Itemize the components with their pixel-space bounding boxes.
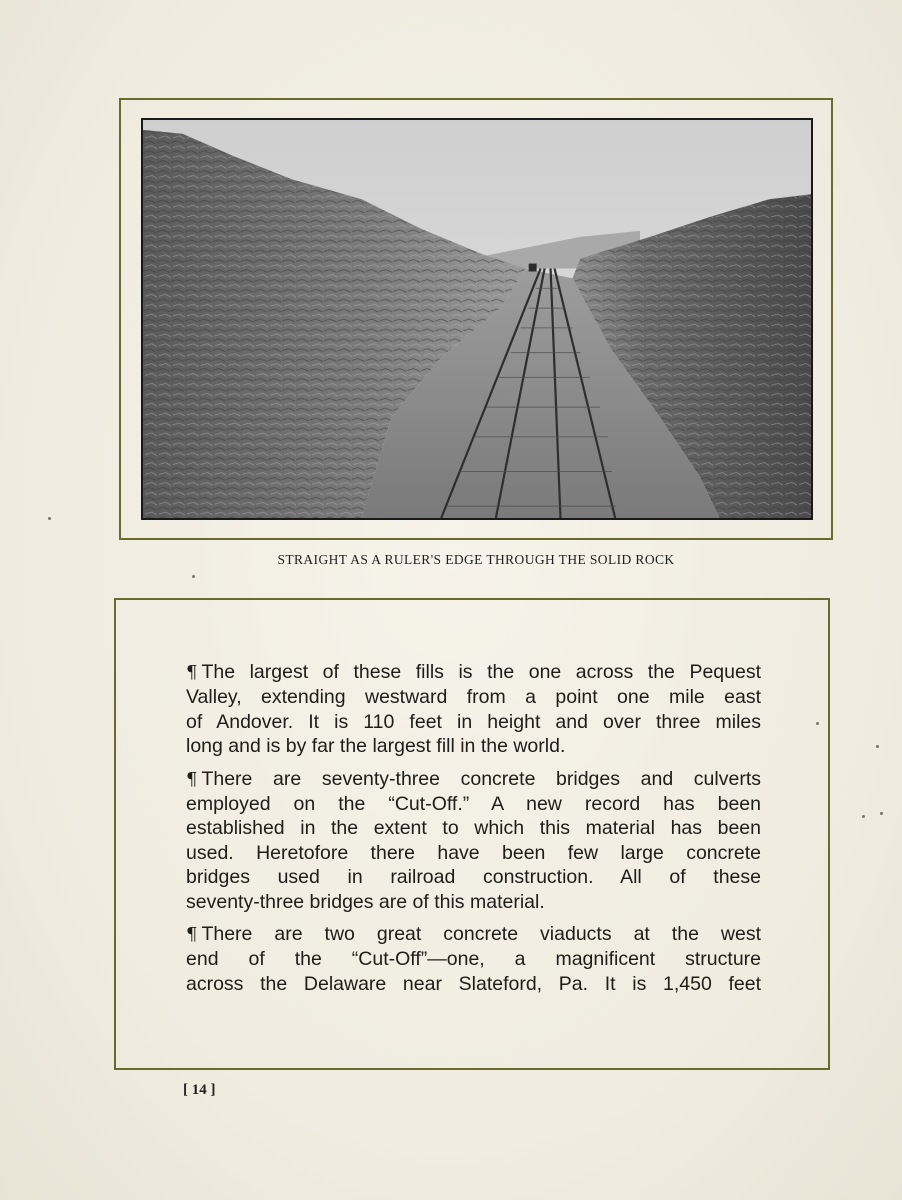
text-line: Valley, extending westward from a point one mile east	[186, 686, 761, 709]
page-number: [ 14 ]	[183, 1082, 216, 1098]
body-text	[186, 660, 761, 1004]
text-line: end of the “Cut-Off”—one, a magnificent structure	[186, 948, 761, 971]
photo-caption: STRAIGHT AS A RULER'S EDGE THROUGH THE SOLID ROCK	[277, 552, 675, 567]
text-line: employed on the “Cut-Off.” A new record has been	[186, 793, 761, 816]
photo-illustration	[143, 120, 811, 518]
text-line: long and is by far the largest fill in the world.	[186, 735, 566, 758]
paper-speck	[816, 722, 819, 725]
paragraph-marker: ¶	[186, 768, 198, 790]
paragraph-3	[186, 922, 761, 996]
text-line: of Andover. It is 110 feet in height and over three miles	[186, 710, 761, 733]
text-line: seventy-three bridges are of this material.	[186, 890, 545, 913]
paper-speck	[862, 815, 865, 818]
paper-speck	[876, 745, 879, 748]
text-line: across the Delaware near Slateford, Pa. It is 1,450 feet	[186, 972, 761, 995]
text-line: bridges used in railroad construction. All of these	[186, 866, 761, 889]
text-line: ¶ The largest of these fills is the one across the Pequest	[186, 661, 761, 683]
text-line: ¶ There are seventy-three concrete bridges and culverts	[186, 767, 761, 790]
paper-speck	[880, 812, 883, 815]
paragraph-2	[186, 767, 761, 914]
paper-speck	[192, 575, 195, 578]
paragraph-marker: ¶	[186, 662, 198, 683]
paper-speck	[48, 517, 51, 520]
text-line: used. Heretofore there have been few large concrete	[186, 841, 761, 864]
railroad-cut-photo	[141, 118, 813, 520]
paragraph-marker: ¶	[186, 924, 198, 946]
text-line: ¶ There are two great concrete viaducts at the west	[186, 923, 761, 946]
text-line: established in the extent to which this material has been	[186, 817, 761, 840]
paragraph-1	[186, 660, 761, 759]
